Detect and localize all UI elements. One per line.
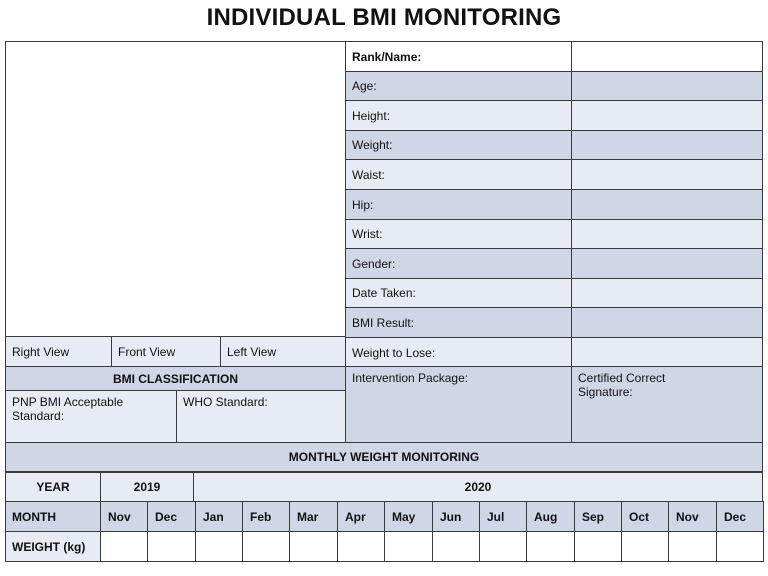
field-label: Rank/Name: xyxy=(345,41,572,72)
field-value-input[interactable] xyxy=(571,189,763,220)
field-value-input[interactable] xyxy=(571,100,763,131)
month-label: MONTH xyxy=(5,501,101,532)
certified-signature-label: Certified Correct Signature: xyxy=(578,371,666,399)
month-cell: Sep xyxy=(574,501,622,532)
field-value-input[interactable] xyxy=(571,130,763,160)
month-cell: Apr xyxy=(337,501,385,532)
weight-cell-input[interactable] xyxy=(337,531,385,562)
year-2020: 2020 xyxy=(193,472,763,502)
field-value-input[interactable] xyxy=(571,71,763,101)
weight-cell-input[interactable] xyxy=(621,531,669,562)
month-cell: Jul xyxy=(479,501,527,532)
month-cell: Nov xyxy=(668,501,717,532)
field-value-input[interactable] xyxy=(571,337,763,368)
month-cell: Jun xyxy=(432,501,480,532)
month-cell: Nov xyxy=(100,501,148,532)
field-label: Waist: xyxy=(345,159,572,190)
year-label: YEAR xyxy=(5,472,101,502)
field-label: Gender: xyxy=(345,248,572,279)
bmi-classification-header: BMI CLASSIFICATION xyxy=(5,366,346,391)
month-cell: Mar xyxy=(289,501,338,532)
field-label: Weight: xyxy=(345,130,572,160)
field-label: Height: xyxy=(345,100,572,131)
field-label: Age: xyxy=(345,71,572,101)
intervention-package-label: Intervention Package: xyxy=(352,371,469,385)
weight-cell-input[interactable] xyxy=(289,531,338,562)
monthly-weight-header: MONTHLY WEIGHT MONITORING xyxy=(5,442,763,473)
month-cell: Aug xyxy=(526,501,575,532)
weight-cell-input[interactable] xyxy=(526,531,575,562)
weight-cell-input[interactable] xyxy=(147,531,196,562)
right-view-label: Right View xyxy=(5,336,112,367)
month-cell: May xyxy=(384,501,433,532)
year-2019: 2019 xyxy=(100,472,194,502)
page-title: INDIVIDUAL BMI MONITORING xyxy=(206,4,562,31)
weight-cell-input[interactable] xyxy=(384,531,433,562)
field-value-input[interactable] xyxy=(571,41,763,72)
month-cell: Dec xyxy=(147,501,196,532)
weight-cell-input[interactable] xyxy=(716,531,764,562)
field-label: Weight to Lose: xyxy=(345,337,572,368)
month-cell: Jan xyxy=(195,501,243,532)
front-view-label: Front View xyxy=(111,336,221,367)
weight-label: WEIGHT (kg) xyxy=(5,531,101,562)
field-value-input[interactable] xyxy=(571,278,763,308)
field-value-input[interactable] xyxy=(571,159,763,190)
left-view-label: Left View xyxy=(220,336,346,367)
pnp-standard-label: PNP BMI Acceptable Standard: xyxy=(12,395,124,423)
weight-cell-input[interactable] xyxy=(100,531,148,562)
weight-cell-input[interactable] xyxy=(432,531,480,562)
weight-cell-input[interactable] xyxy=(574,531,622,562)
field-label: Wrist: xyxy=(345,219,572,249)
month-cell: Dec xyxy=(716,501,764,532)
month-cell: Oct xyxy=(621,501,669,532)
pnp-standard-field[interactable] xyxy=(5,390,177,443)
field-value-input[interactable] xyxy=(571,219,763,249)
field-label: Hip: xyxy=(345,189,572,220)
weight-cell-input[interactable] xyxy=(479,531,527,562)
who-standard-label: WHO Standard: xyxy=(183,395,268,409)
field-value-input[interactable] xyxy=(571,248,763,279)
photo-area[interactable] xyxy=(5,41,346,337)
intervention-package-field[interactable] xyxy=(345,366,572,443)
field-label: BMI Result: xyxy=(345,307,572,338)
field-value-input[interactable] xyxy=(571,307,763,338)
certified-signature-field[interactable] xyxy=(571,366,763,443)
who-standard-field[interactable] xyxy=(176,390,346,443)
weight-cell-input[interactable] xyxy=(242,531,290,562)
field-label: Date Taken: xyxy=(345,278,572,308)
month-cell: Feb xyxy=(242,501,290,532)
weight-cell-input[interactable] xyxy=(195,531,243,562)
weight-cell-input[interactable] xyxy=(668,531,717,562)
